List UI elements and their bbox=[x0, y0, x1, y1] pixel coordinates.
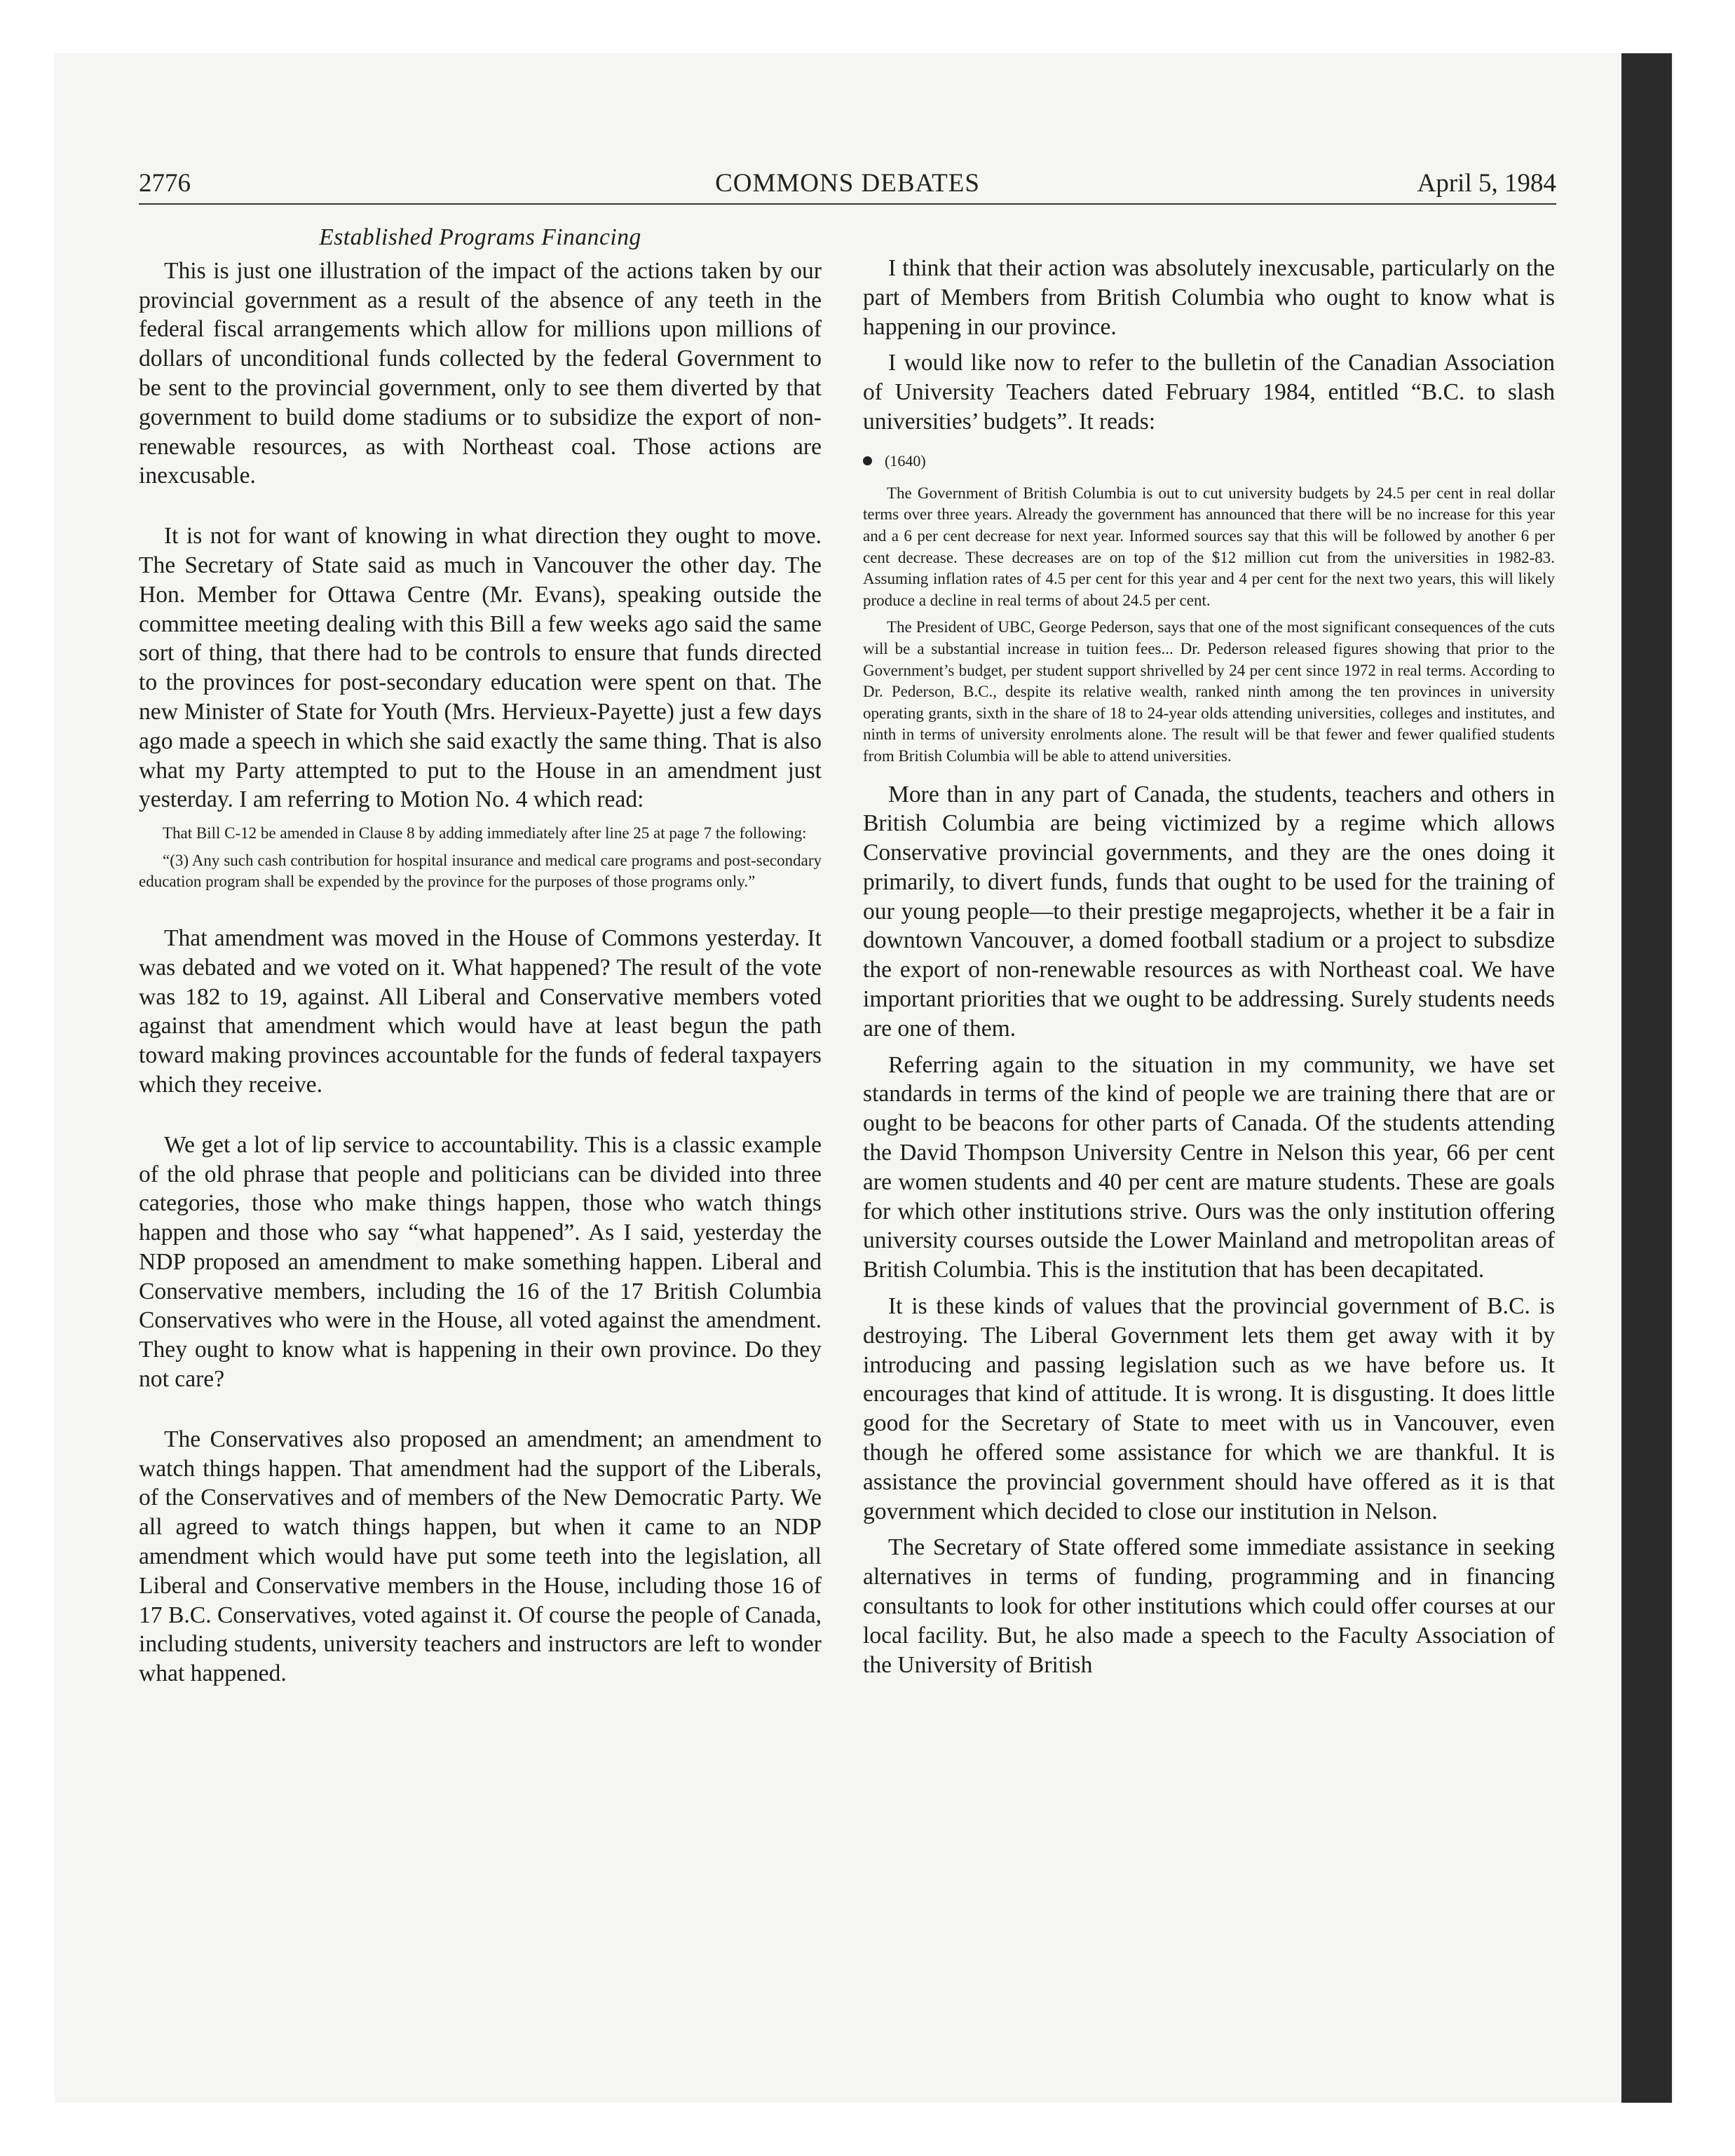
paragraph: The Secretary of State offered some immediate assistance in seeking alternatives in terms of funding, programming and in financing consultants to look for other institutions which could offer courses at our local facility. But, he also made a speech to the Faculty Association of the University of British bbox=[863, 1534, 1555, 1678]
paragraph: I think that their action was absolutely inexcusable, particularly on the part of Members from British Columbia who ought to know what is happening in our province. bbox=[863, 255, 1555, 340]
paragraph: It is these kinds of values that the provincial government of B.C. is destroying. The Liberal Government lets them get away with it by introducing and passing legislation such as we have before us. It encourages that kind of attitude. It is wrong. It is disgusting. It does little good for the Secretary of State to meet with us in Vancouver, even though he offered some assistance for which we are thankful. It is assistance the provincial government should have offered as it is that government which decided to close our institution in Nelson. bbox=[863, 1293, 1555, 1524]
right-column bbox=[863, 254, 1555, 1679]
issue-date: April 5, 1984 bbox=[1417, 169, 1556, 198]
quote-paragraph: That Bill C-12 be amended in Clause 8 by adding immediately after line 25 at page 7 the following: bbox=[163, 824, 807, 842]
motion-quote bbox=[139, 823, 822, 893]
time-marker-text: (1640) bbox=[885, 451, 926, 470]
bullet-icon bbox=[863, 456, 872, 465]
header-rule bbox=[139, 203, 1556, 205]
section-subheading: Established Programs Financing bbox=[319, 224, 641, 250]
page-header bbox=[139, 168, 1556, 205]
scanner-edge-bar bbox=[1621, 53, 1672, 2103]
quote-paragraph: “(3) Any such cash contribution for hospital insurance and medical care programs and post-secondary education program shall be expended by the province for the purposes of those programs only.” bbox=[139, 851, 822, 891]
paragraph: The Conservatives also proposed an amendment; an amendment to watch things happen. That amendment had the support of the Liberals, of the Conservatives and of members of the New Democratic Party. We all agreed to watch things happen, but when it came to an NDP amendment which would have put some teeth into the legislation, all Liberal and Conservative members in the House, including those 16 of 17 B.C. Conservatives, voted against it. Of course the people of Canada, including students, university teachers and instructors are left to wonder what happened. bbox=[139, 1426, 822, 1687]
left-column bbox=[139, 223, 822, 1688]
paragraph: It is not for want of knowing in what direction they ought to move. The Secretary of State said as much in Vancouver the other day. The Hon. Member for Ottawa Centre (Mr. Evans), speaking outside the committee meeting dealing with this Bill a few weeks ago said the same sort of thing, that there had to be controls to ensure that funds directed to the provinces for post-secondary education were spent on that. The new Minister of State for Youth (Mrs. Hervieux-Payette) just a few days ago made a speech in which she said exactly the same thing. That is also what my Party attempted to put to the House in an amendment just yesterday. I am referring to Motion No. 4 which read: bbox=[139, 523, 822, 813]
time-marker bbox=[863, 451, 1555, 472]
paragraph: This is just one illustration of the impact of the actions taken by our provincial government as a result of the absence of any teeth in the federal fiscal arrangements which allow for millions upon millions of dollars of unconditional funds collected by the federal Government to be sent to the provincial government, only to see them diverted by that government to build dome stadiums or to subsidize the export of non-renewable resources, as with Northeast coal. Those actions are inexcusable. bbox=[139, 257, 822, 489]
quote-paragraph: The Government of British Columbia is out to cut university budgets by 24.5 per cent in real dollar terms over three years. Already the government has announced that there will be no increase for this year and a 6 per cent decrease for next year. Informed sources say that this will be followed by another 6 per cent decrease. These decreases are on top of the $12 million cut from the universities in 1982-83. Assuming inflation rates of 4.5 per cent for this year and 4 per cent for the next two years, this will likely produce a decline in real terms of about 24.5 per cent. bbox=[863, 484, 1555, 609]
paragraph: Referring again to the situation in my community, we have set standards in terms of the kind of people we are training there that are or ought to be beacons for other parts of Canada. Of the students attending the David Thompson University Centre in Nelson this year, 66 per cent are women students and 40 per cent are mature students. These are goals for which other institutions strive. Ours was the only institution offering university courses outside the Lower Mainland and metropolitan areas of British Columbia. This is the institution that has been decapitated. bbox=[863, 1051, 1555, 1283]
bulletin-quote bbox=[863, 483, 1555, 767]
paragraph: More than in any part of Canada, the students, teachers and others in British Columbia are being victimized by a regime which allows Conservative provincial governments, and they are the ones doing it primarily, to divert funds, funds that ought to be used for the training of our young people—to their prestige megaprojects, whether it be a fair in downtown Vancouver, a domed football stadium or a project to subsdize the export of non-renewable resources as with Northeast coal. We have important priorities that we ought to be addressing. Surely students needs are one of them. bbox=[863, 781, 1555, 1042]
paragraph: We get a lot of lip service to accountability. This is a classic example of the old phrase that people and politicians can be divided into three categories, those who make things happen, those who watch things happen and those who say “what happened”. As I said, yesterday the NDP proposed an amendment to make something happen. Liberal and Conservative members, including the 16 of the 17 British Columbia Conservatives who were in the House, all voted against the amendment. They ought to know what is happening in their own province. Do they not care? bbox=[139, 1131, 822, 1393]
page-number: 2776 bbox=[139, 169, 191, 198]
quote-paragraph: The President of UBC, George Pederson, says that one of the most significant consequences of the cuts will be a substantial increase in tuition fees... Dr. Pederson released figures showing that prior to the Government’s budget, per student support shrivelled by 24 per cent since 1972 in real terms. According to Dr. Pederson, B.C., despite its relative wealth, ranked ninth among the ten provinces in university operating grants, sixth in the share of 18 to 24-year olds attending universities, colleges and institutes, and ninth in terms of university enrolments alone. The result will be that fewer and fewer qualified students from British Columbia will be able to attend universities. bbox=[863, 618, 1555, 765]
paragraph: I would like now to refer to the bulletin of the Canadian Association of University Teachers dated February 1984, entitled “B.C. to slash universities’ budgets”. It reads: bbox=[863, 350, 1555, 435]
paragraph: That amendment was moved in the House of Commons yesterday. It was debated and we voted on it. What happened? The result of the vote was 182 to 19, against. All Liberal and Conservative members voted against that amendment which would have at least begun the path toward making provinces accountable for the funds of federal taxpayers which they receive. bbox=[139, 925, 822, 1098]
publication-title: COMMONS DEBATES bbox=[715, 169, 980, 198]
